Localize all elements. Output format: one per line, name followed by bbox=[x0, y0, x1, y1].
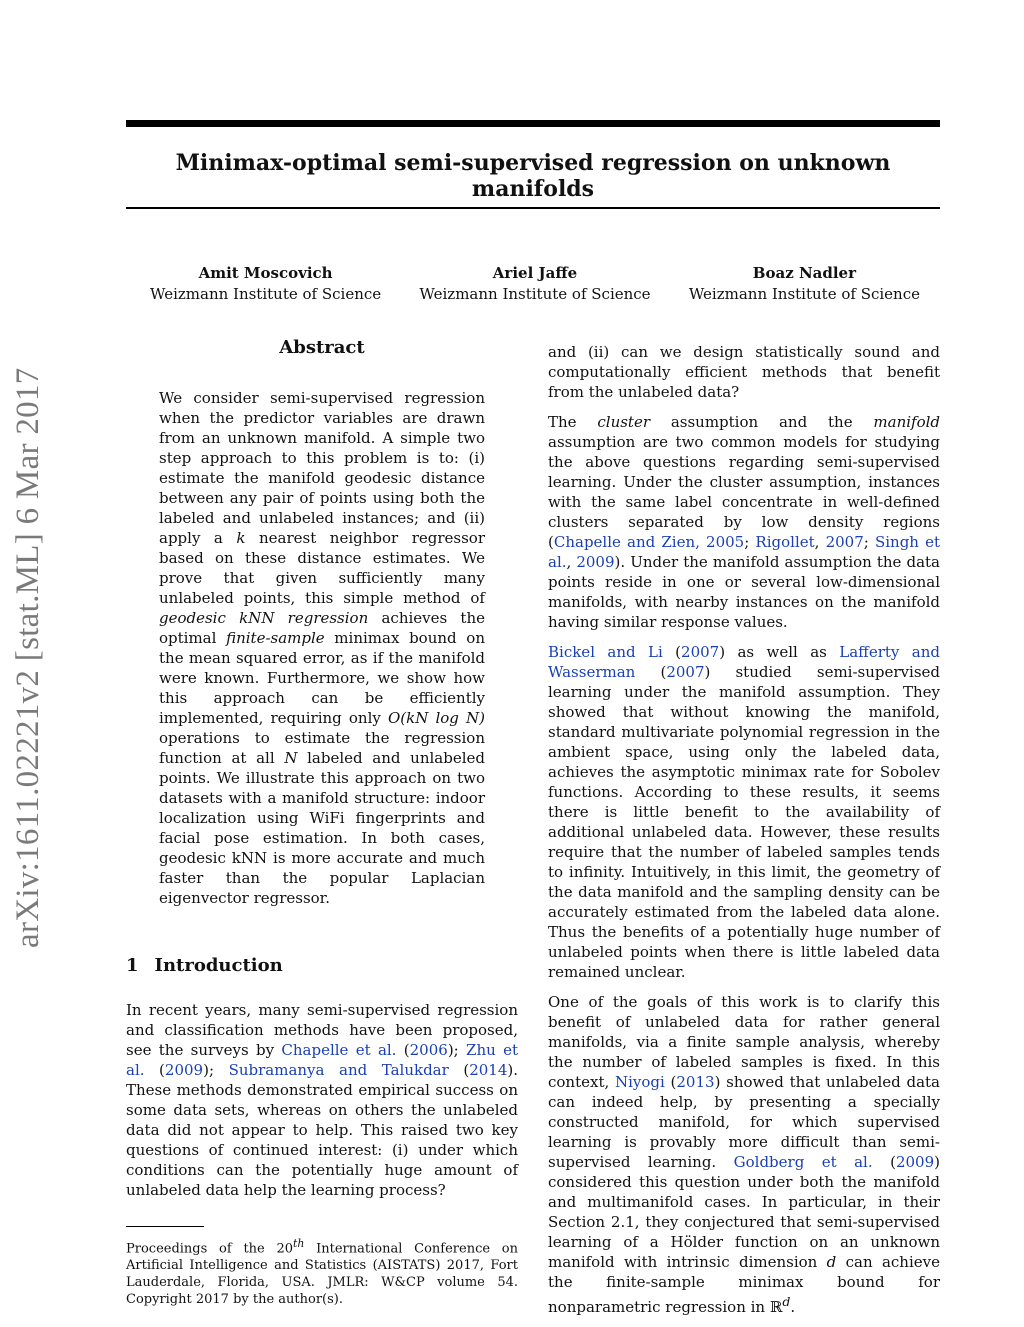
left-column bbox=[126, 338, 518, 1308]
author-affiliation: Weizmann Institute of Science bbox=[419, 285, 651, 303]
citation-link[interactable]: Subramanya and Talukdar bbox=[228, 1061, 449, 1079]
citation-year-link[interactable]: 2013 bbox=[676, 1073, 715, 1091]
author-name: Boaz Nadler bbox=[752, 264, 857, 282]
author-block bbox=[150, 263, 920, 305]
author-affiliation: Weizmann Institute of Science bbox=[150, 285, 382, 303]
author-affiliation: Weizmann Institute of Science bbox=[688, 285, 920, 303]
citation-year-link[interactable]: 2014 bbox=[469, 1061, 508, 1079]
arxiv-identifier: arXiv:1611.02221v2 [stat.ML] 6 Mar 2017 bbox=[10, 367, 46, 948]
paper-title: Minimax-optimal semi-supervised regression on unknown manifolds bbox=[175, 150, 891, 202]
citation-year-link[interactable]: 2009 bbox=[576, 553, 615, 571]
citation-link[interactable]: Rigollet bbox=[755, 533, 815, 551]
method-name: geodesic kNN regression bbox=[159, 609, 369, 627]
section-heading-introduction: 1 Introduction bbox=[126, 955, 283, 976]
citation-link[interactable]: Goldberg et al. bbox=[733, 1153, 873, 1171]
author-1 bbox=[150, 263, 381, 305]
author-name: Ariel Jaffe bbox=[492, 264, 578, 282]
citation-year-link[interactable]: 2007 bbox=[666, 663, 705, 681]
author-3 bbox=[689, 263, 920, 305]
citation-year-link[interactable]: 2006 bbox=[409, 1041, 448, 1059]
title-rule-bottom bbox=[126, 207, 940, 209]
paragraph-goals: One of the goals of this work is to clarify this benefit of unlabeled data for rather general manifolds, via a finite sample analysis, whereby the number of labeled samples is fixed. In this context, Niyogi (2013) showed that unlabeled data can indeed help, by presenting a specially constructed manifold, for which supervised learning is provably more difficult than semi-supervised learning. Goldberg et al. (2009) considered this question under both the manifold and multimanifold cases. In particular, in their Section 2.1, they conjectured that semi-supervised learning of a Hölder function on an unknown manifold with intrinsic dimension d can achieve the finite-sample minimax bound for nonparametric regression in ℝ$^d$. bbox=[548, 993, 941, 1316]
complexity-formula: O(kN log N) bbox=[387, 709, 485, 727]
citation-year-link[interactable]: 2009 bbox=[164, 1061, 204, 1079]
citation-link[interactable]: Zhu et al. bbox=[126, 1041, 519, 1079]
abstract-body: We consider semi-supervised regression when the predictor variables are drawn from an unknown manifold. A simple two step approach to this problem is to: (i) estimate the manifold geodesic distance between any pair of points using both the labeled and unlabeled instances; and (ii) apply a k nearest neighbor regressor based on these distance estimates. We prove that given sufficiently many unlabeled points, this simple method of geodesic kNN regression achieves the optimal finite-sample minimax bound on the mean squared error, as if the manifold were known. Furthermore, we show how this approach can be efficiently implemented, requiring only O(kN log N) operations to estimate the regression function at all N labeled and unlabeled points. We illustrate this approach on two datasets with a manifold structure: indoor localization using WiFi fingerprints and facial pose estimation. In both cases, geodesic kNN is more accurate and much faster than the popular Laplacian eigenvector regressor. bbox=[159, 389, 485, 907]
citation-link[interactable]: Singh et al. bbox=[548, 533, 941, 571]
right-column bbox=[548, 342, 940, 1327]
author-name: Amit Moscovich bbox=[198, 264, 333, 282]
citation-link[interactable]: Lafferty and Wasserman bbox=[548, 643, 940, 681]
paragraph-continued: and (ii) can we design statistically sound and computationally efficient methods that benefit from the unlabeled data? bbox=[548, 343, 940, 401]
abstract-heading: Abstract bbox=[279, 337, 365, 358]
paragraph-prior-work: Bickel and Li (2007) as well as Lafferty and Wasserman (2007) studied semi-supervised learning under the manifold assumption. They showed that without knowing the manifold, standard multivariate polynomial regression in the ambient space, using only the labeled data, achieves the asymptotic minimax rate for Sobolev functions. According to these results, it seems there is little benefit to the availability of additional unlabeled data. However, these results require that the number of labeled samples tends to infinity. Intuitively, in this limit, the geometry of the data manifold and the sampling density can be accurately estimated from the labeled data alone. Thus the benefits of a potentially huge number of unlabeled points when there is little labeled data remained unclear. bbox=[548, 643, 940, 981]
citation-year-link[interactable]: 2007 bbox=[681, 643, 720, 661]
math-k: k bbox=[236, 529, 246, 547]
citation-year-link[interactable]: 2009 bbox=[895, 1153, 935, 1171]
title-rule-top bbox=[126, 120, 940, 127]
citation-link[interactable]: Niyogi bbox=[614, 1073, 665, 1091]
citation-link[interactable]: Chapelle et al. bbox=[281, 1041, 397, 1059]
paragraph-assumptions: The cluster assumption and the manifold assumption are two common models for studying the above questions regarding semi-supervised learning. Under the cluster assumption, instances with the same label concentrate in well-defined clusters separated by low density regions (Chapelle and Zien, 2005; Rigollet, 2007; Singh et al., 2009). Under the manifold assumption the data points reside in one or several low-dimensional manifolds, with nearby instances on the manifold having similar response values. bbox=[548, 413, 941, 631]
citation-year-link[interactable]: 2007 bbox=[825, 533, 864, 551]
footnote: Proceedings of the 20th International Conference on Artificial Intelligence and Statistics (AISTATS) 2017, Fort Lauderdale, Florida, USA. JMLR: W&CP volume 54. Copyright 2017 by the author(s). bbox=[126, 1237, 518, 1308]
citation-link[interactable]: Chapelle and Zien, 2005 bbox=[553, 533, 745, 551]
author-2 bbox=[419, 263, 650, 305]
footnote-rule bbox=[126, 1226, 204, 1227]
citation-link[interactable]: Bickel and Li bbox=[548, 643, 663, 661]
intro-paragraph-1: In recent years, many semi-supervised regression and classification methods have been proposed, see the surveys by Chapelle et al. (2006); Zhu et al. (2009); Subramanya and Talukdar (2014). These methods demonstrated empirical success on some data sets, whereas on others the unlabeled data did not appear to help. This raised two key questions of continued interest: (i) under which conditions can the potentially huge amount of unlabeled data help the learning process? bbox=[126, 1001, 519, 1199]
